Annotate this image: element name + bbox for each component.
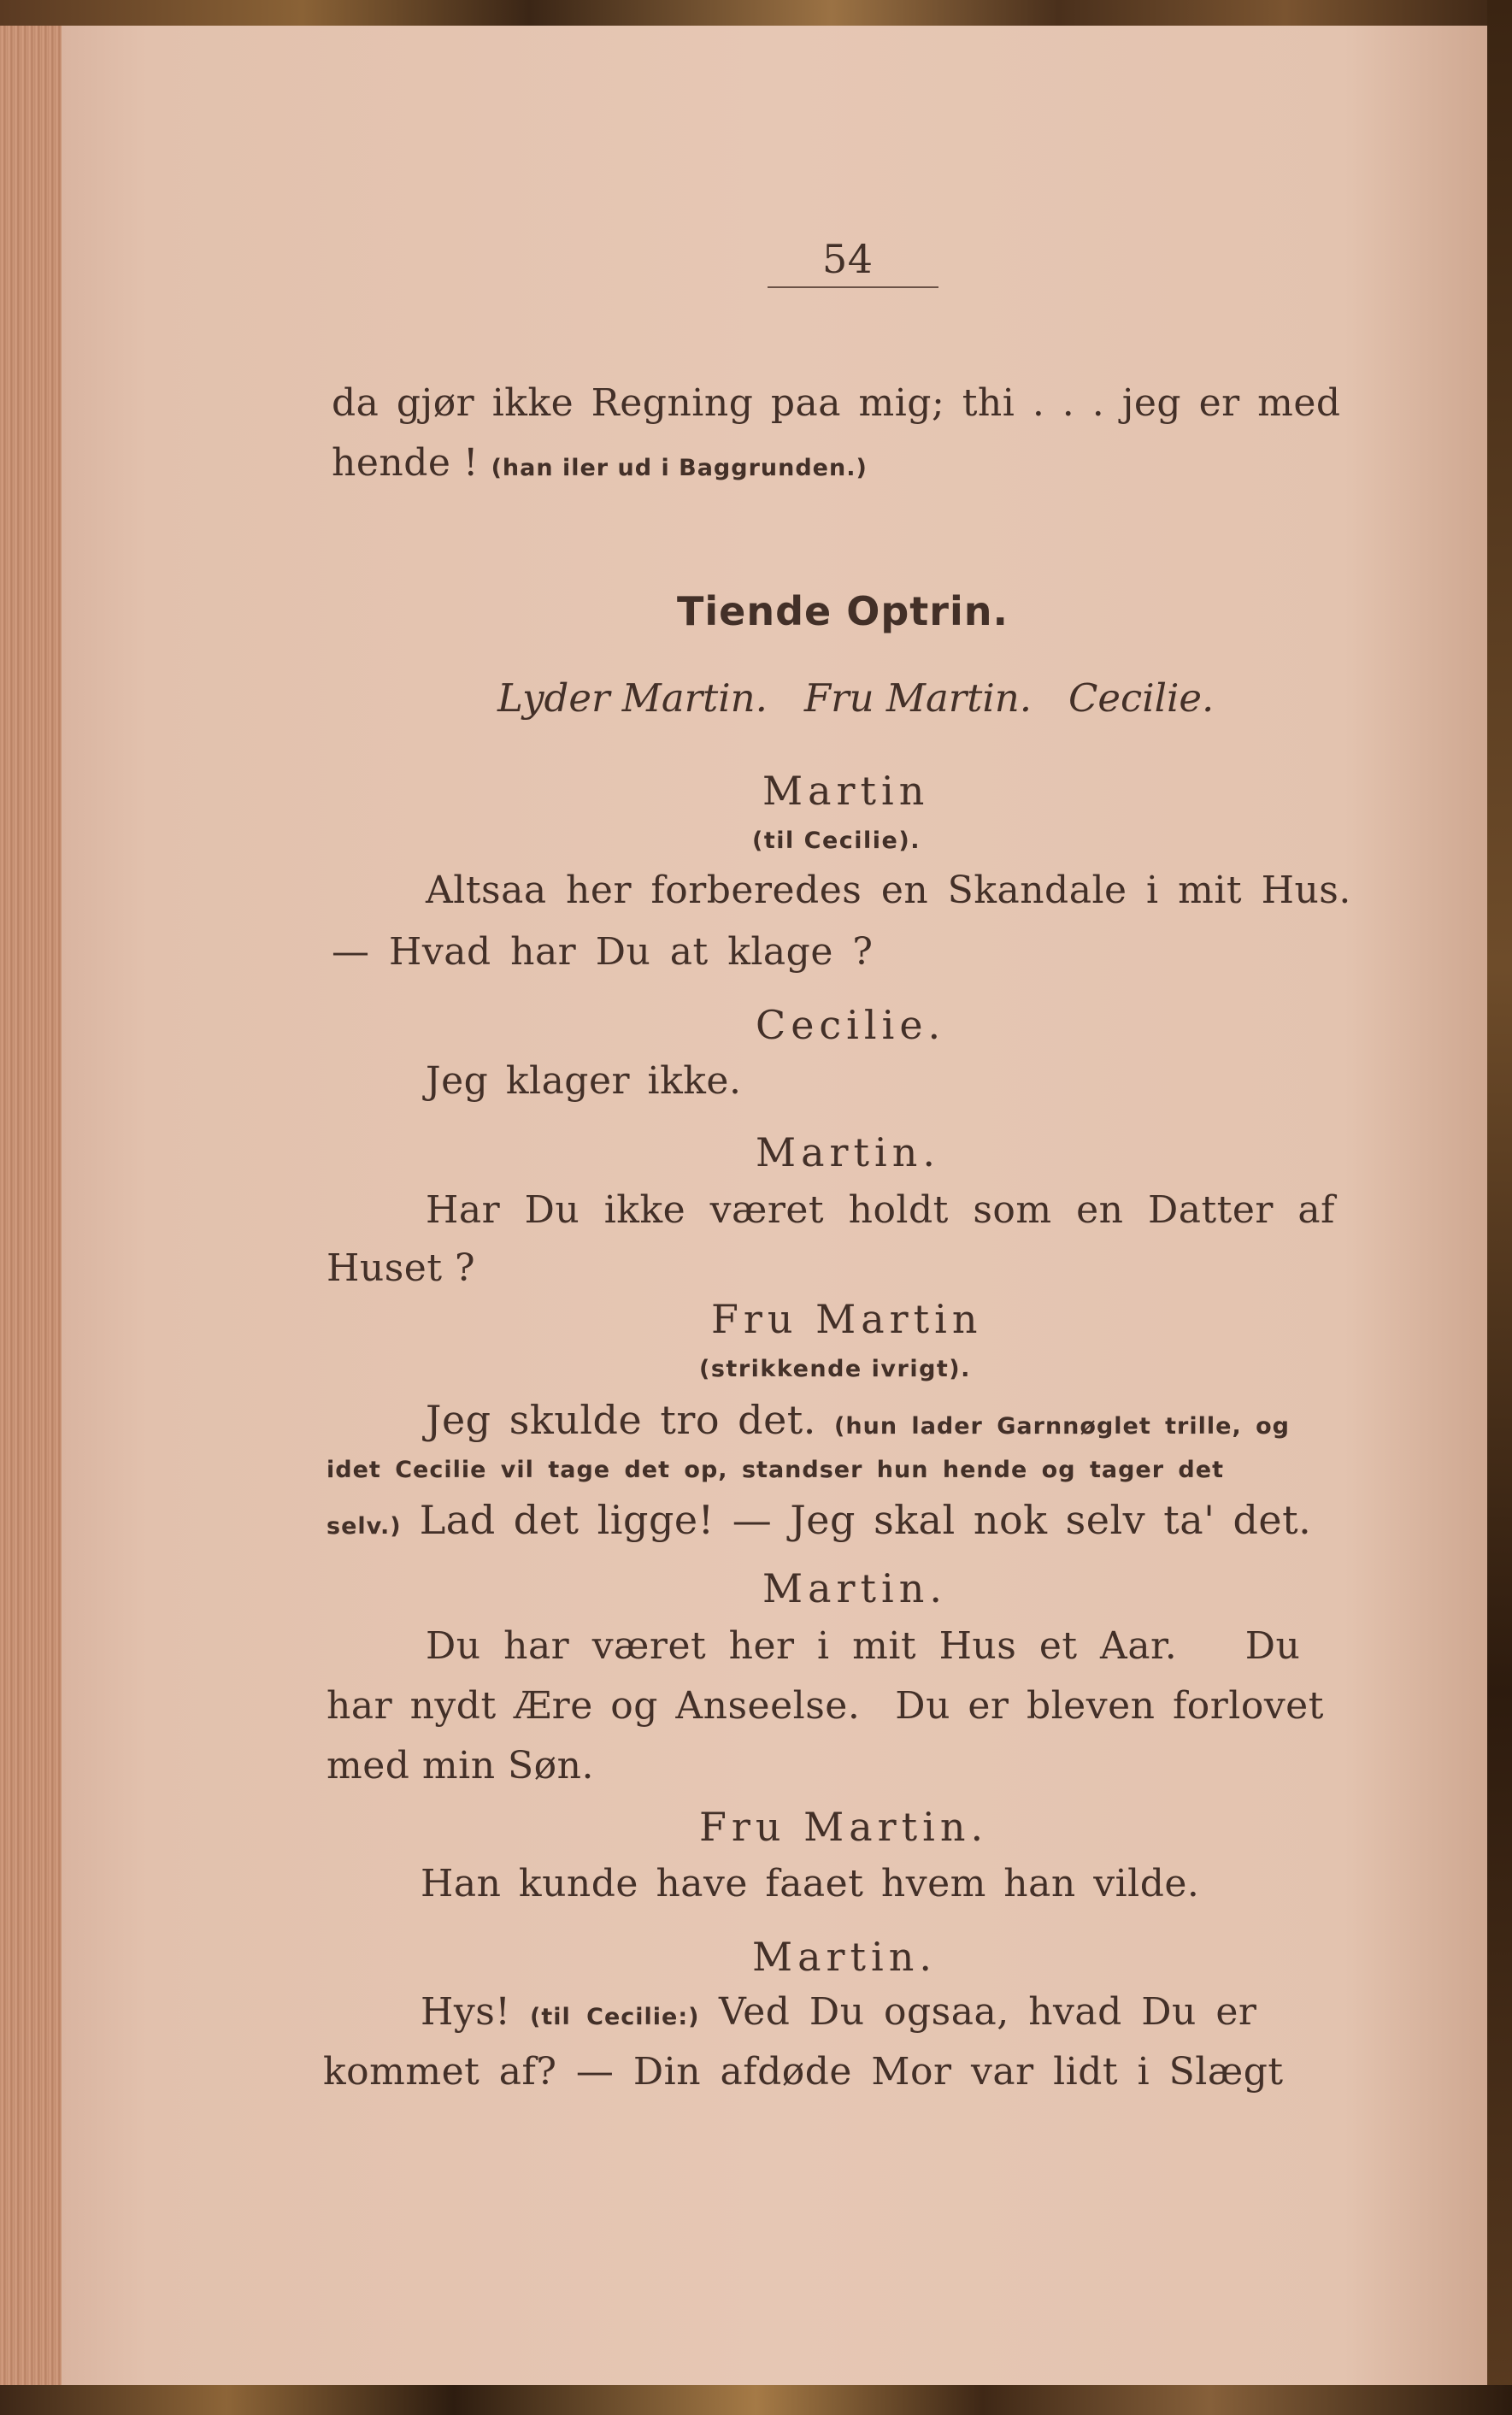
dialogue-line-5c: med min Søn. bbox=[327, 1744, 594, 1788]
dialogue-line-5a: Du har været her i mit Hus et Aar. Du bbox=[426, 1624, 1301, 1668]
dialogue-line-1a: Altsaa her forberedes en Skandale i mit Hus. bbox=[426, 869, 1351, 912]
stage-direction-4b: (hun lader Garnnøglet trille, og bbox=[834, 1413, 1290, 1440]
book-cover-bottom bbox=[0, 2385, 1512, 2415]
scene-title: Tiende Optrin. bbox=[677, 588, 1009, 634]
book-page bbox=[62, 26, 1487, 2385]
page-number: 54 bbox=[822, 236, 874, 282]
dialogue-line-7a-rest: Ved Du ogsaa, hvad Du er bbox=[699, 1990, 1257, 2034]
dialogue-line-4c-text: Lad det ligge! — Jeg skal nok selv ta' det. bbox=[401, 1497, 1312, 1543]
dialogue-line-3a: Har Du ikke været holdt som en Datter af bbox=[426, 1188, 1335, 1232]
dialogue-line-4a-text: Jeg skulde tro det. bbox=[426, 1397, 835, 1443]
speaker-martin-4: Martin. bbox=[752, 1934, 937, 1980]
dialogue-line-7b: kommet af? — Din afdøde Mor var lidt i Slægt bbox=[323, 2050, 1284, 2094]
book-cover-top bbox=[0, 0, 1512, 26]
dialogue-line-7a bbox=[421, 1990, 1257, 2034]
page-number-rule bbox=[768, 286, 938, 288]
opening-line-2-text: hende ! bbox=[332, 441, 491, 485]
speaker-fru-martin-1: Fru Martin bbox=[711, 1296, 983, 1342]
stage-direction-7: (til Cecilie:) bbox=[529, 2004, 700, 2030]
speaker-cecilie: Cecilie. bbox=[756, 1002, 946, 1048]
dialogue-line-6a: Han kunde have faaet hvem han vilde. bbox=[421, 1862, 1200, 1905]
dialogue-line-7a-text: Hys! bbox=[421, 1990, 530, 2034]
dialogue-line-4a bbox=[426, 1397, 1290, 1443]
opening-stage-direction: (han iler ud i Baggrunden.) bbox=[491, 455, 868, 481]
speaker-martin-3: Martin. bbox=[762, 1565, 947, 1611]
dialogue-line-1b: — Hvad har Du at klage ? bbox=[332, 930, 874, 974]
dialogue-line-2a: Jeg klager ikke. bbox=[426, 1059, 742, 1103]
dialogue-line-4c bbox=[327, 1497, 1312, 1543]
stage-direction-4: (strikkende ivrigt). bbox=[699, 1356, 971, 1382]
dialogue-line-3b: Huset ? bbox=[327, 1246, 476, 1290]
opening-line-1: da gjør ikke Regning paa mig; thi . . . jeg er med bbox=[332, 381, 1341, 425]
stage-direction-4d: selv.) bbox=[327, 1513, 402, 1540]
opening-line-2 bbox=[332, 441, 868, 485]
stage-direction-4c: idet Cecilie vil tage det op, standser hun hende og tager det bbox=[327, 1457, 1224, 1483]
stage-direction-1: (til Cecilie). bbox=[752, 828, 921, 854]
speaker-fru-martin-2: Fru Martin. bbox=[699, 1804, 989, 1850]
dialogue-line-5b: har nydt Ære og Anseelse. Du er bleven forlovet bbox=[327, 1684, 1324, 1728]
cast-list: Lyder Martin. Fru Martin. Cecilie. bbox=[497, 675, 1215, 721]
speaker-martin-2: Martin. bbox=[756, 1129, 940, 1175]
page-edges bbox=[0, 26, 68, 2385]
book-cover-right bbox=[1487, 0, 1512, 2415]
speaker-martin-1: Martin bbox=[762, 768, 930, 814]
